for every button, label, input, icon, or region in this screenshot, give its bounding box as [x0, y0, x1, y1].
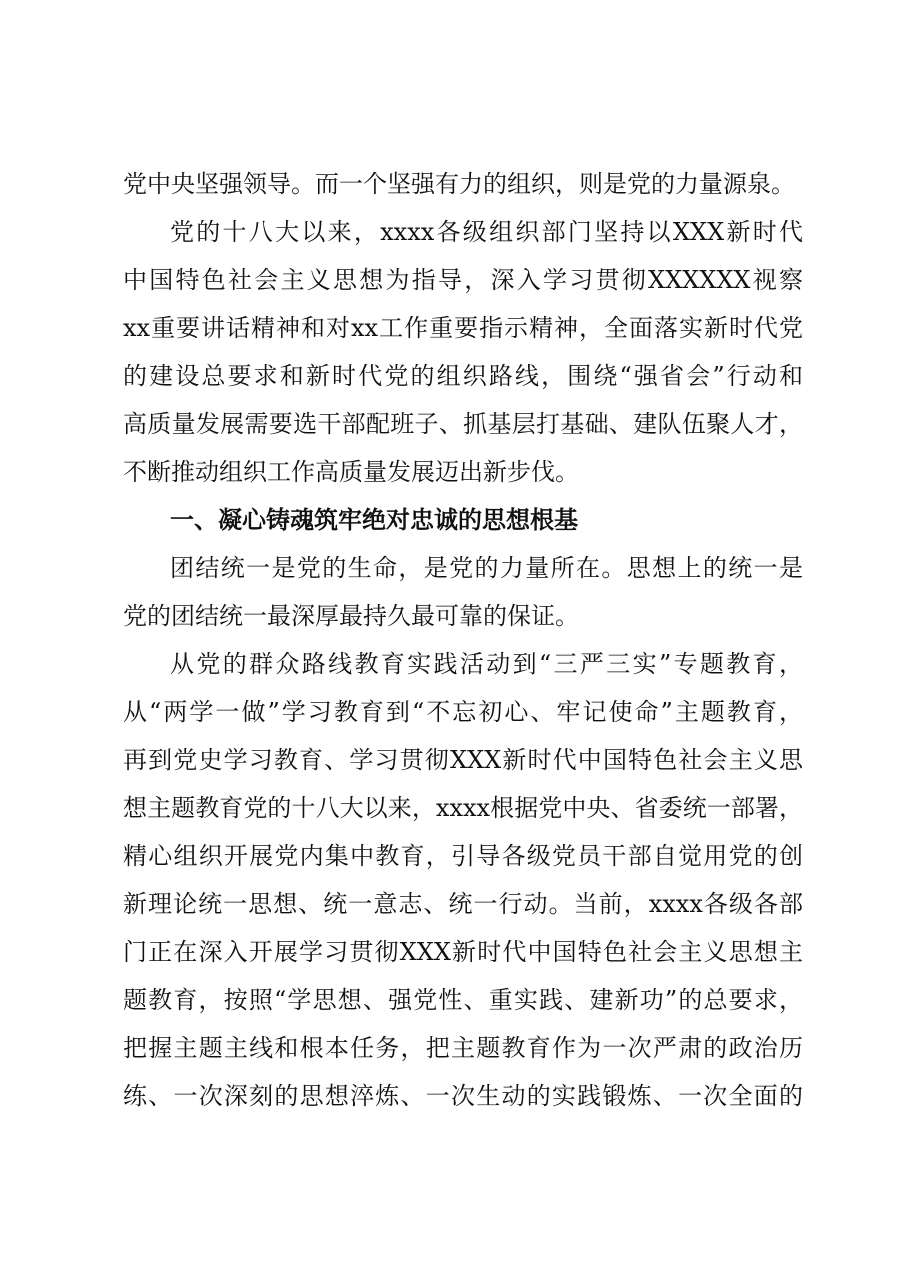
section-heading: 一、凝心铸魂筑牢绝对忠诚的思想根基: [170, 506, 578, 534]
text-line: 再到党史学习教育、学习贯彻XXX新时代中国特色社会主义思: [123, 746, 803, 774]
text-line: 门正在深入开展学习贯彻XXX新时代中国特色社会主义思想主: [123, 938, 803, 966]
text-line: 中国特色社会主义思想为指导，深入学习贯彻XXXXXX视察: [123, 266, 803, 294]
text-line: 新理论统一思想、统一意志、统一行动。当前，xxxx各级各部: [123, 890, 803, 918]
text-line: 练、一次深刻的思想淬炼、一次生动的实践锻炼、一次全面的: [123, 1082, 803, 1110]
text-line: 不断推动组织工作高质量发展迈出新步伐。: [123, 458, 579, 486]
text-line: xx重要讲话精神和对xx工作重要指示精神，全面落实新时代党: [123, 314, 803, 342]
text-line: 党的团结统一最深厚最持久最可靠的保证。: [123, 602, 579, 630]
text-line: 想主题教育党的十八大以来，xxxx根据党中央、省委统一部署，: [123, 794, 803, 822]
text-line: 把握主题主线和根本任务，把主题教育作为一次严肃的政治历: [123, 1034, 803, 1062]
text-line: 党中央坚强领导。而一个坚强有力的组织，则是党的力量源泉。: [123, 170, 795, 198]
text-line: 高质量发展需要选干部配班子、抓基层打基础、建队伍聚人才，: [123, 410, 803, 438]
text-line: 的建设总要求和新时代党的组织路线，围绕“强省会”行动和: [123, 362, 803, 390]
text-line: 团结统一是党的生命，是党的力量所在。思想上的统一是: [170, 554, 803, 582]
text-line: 精心组织开展党内集中教育，引导各级党员干部自觉用党的创: [123, 842, 803, 870]
text-line: 党的十八大以来，xxxx各级组织部门坚持以XXX新时代: [170, 218, 803, 246]
text-line: 从“两学一做”学习教育到“不忘初心、牢记使命”主题教育，: [123, 698, 803, 726]
text-line: 从党的群众路线教育实践活动到“三严三实”专题教育，: [170, 650, 803, 678]
text-line: 题教育，按照“学思想、强党性、重实践、建新功”的总要求，: [123, 986, 803, 1014]
